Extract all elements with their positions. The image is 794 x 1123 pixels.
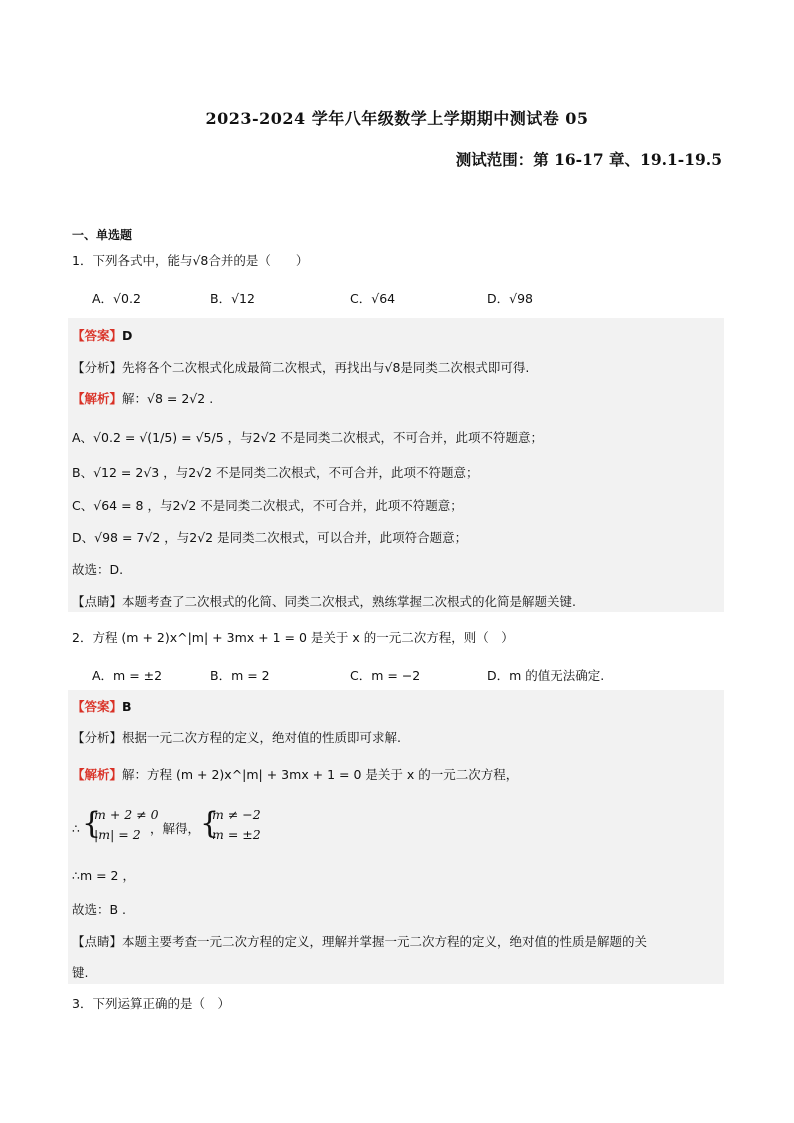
solution-text: 解：方程 (m + 2)x^|m| + 3mx + 1 = 0 是关于 x 的一元二次方程，	[122, 767, 519, 782]
q1-line-a: A、√0.2 = √(1/5) = √5/5 ，与2√2 不是同类二次根式，不可合并，此项不符题意；	[72, 430, 543, 445]
q1-option-a: A．√0.2	[92, 291, 141, 306]
solution-tag: 【解析】	[72, 391, 123, 406]
comment-text: 本题主要考查一元二次方程的定义，理解并掌握一元二次方程的定义，绝对值的性质是解题的关	[122, 934, 648, 949]
answer-tag: 【答案】	[72, 699, 123, 714]
q1-comment	[72, 592, 576, 610]
comment-text: 本题考查了二次根式的化简、同类二次根式，熟练掌握二次根式的化简是解题关键.	[122, 594, 576, 609]
question-3-stem: 3．下列运算正确的是（ ）	[72, 996, 230, 1011]
q1-option-b: B．√12	[210, 291, 255, 306]
q2-option-c: C．m = −2	[350, 668, 421, 683]
analysis-text: 根据一元二次方程的定义，绝对值的性质即可求解.	[122, 730, 401, 745]
solve-text: ，解得，	[150, 821, 201, 836]
therefore-symbol: ∴	[72, 821, 80, 836]
q2-result: ∴m = 2 ，	[72, 868, 135, 883]
q1-analysis	[72, 358, 529, 376]
test-scope: 测试范围：第 16-17 章、19.1-19.5	[455, 150, 722, 169]
q1-option-c: C．√64	[350, 291, 396, 306]
q2-choose: 故选：B .	[72, 902, 127, 917]
q2-answer	[72, 697, 132, 715]
q1-choose: 故选：D.	[72, 562, 124, 577]
q2-solution	[72, 765, 518, 783]
q1-solution	[72, 389, 213, 407]
system-left-eq2: |m| = 2	[94, 827, 141, 842]
question-1-stem: 1．下列各式中，能与√8合并的是（ ）	[72, 253, 309, 268]
solution-text: 解：√8 = 2√2 .	[122, 391, 214, 406]
left-brace-1: {	[82, 806, 102, 841]
analysis-tag: 【分析】	[72, 730, 123, 745]
q1-line-c: C、√64 = 8 ，与2√2 不是同类二次根式，不可合并，此项不符题意；	[72, 498, 463, 513]
system-right-eq1: m ≠ −2	[212, 807, 261, 822]
answer-tag: 【答案】	[72, 328, 123, 343]
left-brace-2: {	[200, 806, 220, 841]
q1-answer	[72, 326, 132, 344]
question-2-stem: 2．方程 (m + 2)x^|m| + 3mx + 1 = 0 是关于 x 的一元二次方程，则（ ）	[72, 630, 514, 645]
q1-line-b: B、√12 = 2√3 ，与2√2 不是同类二次根式，不可合并，此项不符题意；	[72, 465, 479, 480]
q2-comment-line2: 键.	[72, 965, 89, 980]
q1-line-d: D、√98 = 7√2 ，与2√2 是同类二次根式，可以合并，此项符合题意；	[72, 530, 468, 545]
system-left-eq1: m + 2 ≠ 0	[94, 807, 159, 822]
q2-option-a: A．m = ±2	[92, 668, 163, 683]
page-title: 2023-2024 学年八年级数学上学期期中测试卷 05	[205, 109, 589, 128]
solution-tag: 【解析】	[72, 767, 123, 782]
q2-option-d: D．m 的值无法确定.	[487, 668, 605, 683]
analysis-text: 先将各个二次根式化成最简二次根式，再找出与√8是同类二次根式即可得.	[122, 360, 530, 375]
q2-analysis	[72, 728, 401, 746]
system-right-eq2: m = ±2	[212, 827, 261, 842]
section-heading: 一、单选题	[72, 228, 133, 242]
answer-value: D	[122, 328, 133, 343]
q2-option-b: B．m = 2	[210, 668, 270, 683]
comment-tag: 【点睛】	[72, 594, 123, 609]
answer-value: B	[122, 699, 132, 714]
comment-tag: 【点睛】	[72, 934, 123, 949]
q2-comment	[72, 932, 647, 950]
analysis-tag: 【分析】	[72, 360, 123, 375]
q1-option-d: D．√98	[487, 291, 533, 306]
